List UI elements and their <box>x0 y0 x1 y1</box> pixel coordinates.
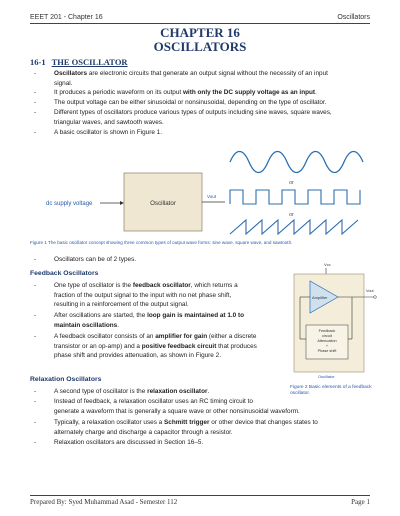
feedback-line-6: A feedback oscillator consists of an amplifier for gain (either a discrete <box>54 333 257 340</box>
bullet-dash: - <box>34 398 37 405</box>
chapter-title: OSCILLATORS <box>153 39 247 54</box>
bullet-dash: - <box>34 439 37 446</box>
feedback-line-4: After oscillations are started, the loop gain is maintained at 1.0 to <box>54 312 245 319</box>
vcc-label: Vcc <box>324 262 331 267</box>
figure-2-feedback-diagram <box>290 259 382 381</box>
relaxation-line-5: alternately charge and discharge a capacitor through a resistor. <box>54 428 233 436</box>
amplifier-label: Amplifier <box>312 295 328 300</box>
bullet-dash: - <box>34 129 37 136</box>
fb-label-4: + <box>325 344 329 348</box>
page-footer <box>30 495 370 506</box>
or-label-1: or <box>289 180 294 186</box>
dc-supply-label: dc supply voltage <box>46 201 93 207</box>
bullet-dash: - <box>34 99 37 106</box>
bullet-types-cont: triangular waves, and sawtooth waves. <box>54 118 164 126</box>
relaxation-line-3: generate a waveform that is generally a square wave or other nonsinusoidal waveform. <box>54 407 300 415</box>
fb-label-3: Attenuation <box>317 339 337 343</box>
page-header <box>30 14 370 24</box>
header-course: EEET 201 - Chapter 16 <box>30 14 103 21</box>
vout-label-fig2: Vout <box>366 289 374 293</box>
output-terminal <box>374 296 377 299</box>
feedback-line-3: resulting in a reinforcement of the output signal. <box>54 301 189 308</box>
feedback-line-7: transistor or an op-amp) and a positive feedback circuit that produces <box>54 342 257 350</box>
chapter-number: CHAPTER 16 <box>160 25 240 40</box>
bullet-oscillators-cont: signal. <box>54 79 73 87</box>
bullet-oscillators: Oscillators are electronic circuits that generate an output signal without the necessity of an input <box>54 70 328 77</box>
oscillator-tag: Oscillator <box>318 374 335 379</box>
sawtooth-waveform <box>230 220 358 234</box>
bullet-dash: - <box>34 70 37 77</box>
fb-label-5: Phase shift <box>317 349 337 353</box>
bullet-types: Different types of oscillators produce various types of outputs including sine waves, square waves, <box>54 109 332 116</box>
bullet-dash: - <box>34 89 37 96</box>
sine-waveform <box>230 152 363 173</box>
feedback-line-8: phase shift and provides attenuation, as shown in Figure 2. <box>54 352 221 359</box>
bullet-dash: - <box>34 109 37 116</box>
figure-1-caption: Figure 1 The basic oscillator concept showing three common types of output wave forms: sine wave, square wave, and sawtooth. <box>30 240 293 245</box>
bullet-dash: - <box>34 282 37 289</box>
bullet-periodic: It produces a periodic waveform on its output with only the DC supply voltage as an input. <box>54 89 317 96</box>
relaxation-line-6: Relaxation oscillators are discussed in Section 16–5. <box>54 439 204 446</box>
figure-1-oscillator-diagram <box>0 140 400 240</box>
feedback-line-1: One type of oscillator is the feedback oscillator, which returns a <box>54 282 238 289</box>
relaxation-line-2: Instead of feedback, a relaxation oscillator uses an RC timing circuit to <box>54 398 253 405</box>
square-waveform <box>230 190 360 204</box>
feedback-line-5: maintain oscillations. <box>54 321 119 329</box>
oscillator-block-label: Oscillator <box>150 200 176 207</box>
footer-page: Page 1 <box>351 498 370 506</box>
footer-author: Prepared By: Syed Muhammad Asad - Semester 112 <box>30 498 178 506</box>
feedback-line-2: fraction of the output signal to the input with no net phase shift, <box>54 291 232 299</box>
section-number: 16-1 <box>30 57 46 67</box>
relaxation-line-4: Typically, a relaxation oscillator uses a Schmitt trigger or other device that changes states to <box>54 419 318 426</box>
bullet-dash: - <box>34 256 37 263</box>
bullet-dash: - <box>34 388 37 395</box>
bullet-dash: - <box>34 333 37 340</box>
vout-label: Vout <box>207 194 217 199</box>
fb-label-1: Feedback <box>318 329 336 333</box>
relaxation-line-1: A second type of oscillator is the relaxation oscillator. <box>54 388 210 395</box>
bullet-dash: - <box>34 419 37 426</box>
figure-2-caption: Figure 2 Basic elements of a feedback oscillator. <box>290 385 372 396</box>
input-arrowhead <box>120 201 124 205</box>
types-line: Oscillators can be of 2 types. <box>54 256 137 263</box>
or-label-2: or <box>289 212 294 218</box>
feedback-heading: Feedback Oscillators <box>30 270 99 277</box>
fb-label-2: circuit <box>322 334 332 338</box>
section-title: THE OSCILLATOR <box>51 57 128 67</box>
bullet-output-voltage: The output voltage can be either sinusoidal or nonsinusoidal, depending on the type of oscillator. <box>54 99 327 106</box>
relaxation-heading: Relaxation Oscillators <box>30 376 102 383</box>
section-heading <box>30 57 128 67</box>
header-topic: Oscillators <box>337 14 370 21</box>
bullet-dash: - <box>34 312 37 319</box>
bullet-basic: A basic oscillator is shown in Figure 1. <box>54 129 162 136</box>
